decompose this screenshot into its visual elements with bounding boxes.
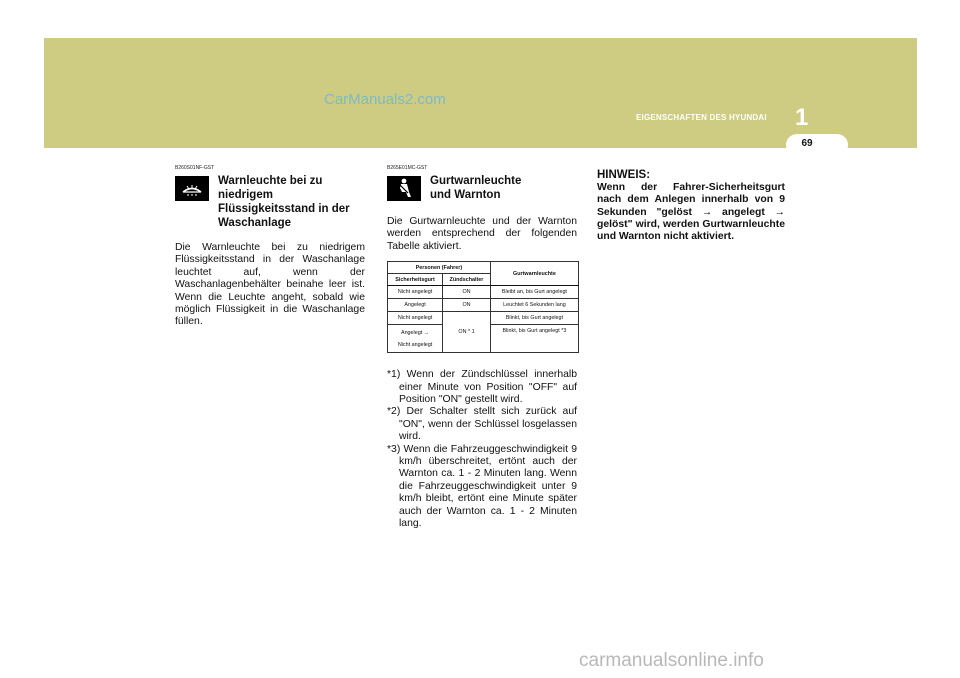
table-cell: Leuchtet 6 Sekunden lang bbox=[490, 299, 578, 312]
table-cell-line: Nicht angelegt bbox=[397, 341, 433, 348]
belt-section bbox=[387, 165, 577, 531]
seatbelt-table bbox=[387, 261, 579, 353]
washer-fluid-icon bbox=[175, 176, 209, 201]
table-cell bbox=[388, 325, 443, 353]
section-code: B260S01NF-GST bbox=[175, 165, 215, 171]
table-group-header: Personen (Fahrer) bbox=[388, 262, 491, 274]
washer-heading: Warnleuchte bei zu niedrigem Flüssigkeitsstand in der Waschanlage bbox=[218, 175, 350, 229]
bottom-watermark[interactable]: carmanualsonline.info bbox=[579, 650, 764, 671]
chapter-title: EIGENSCHAFTEN DES HYUNDAI bbox=[636, 113, 767, 122]
footnotes bbox=[387, 369, 577, 530]
table-cell: ON bbox=[443, 286, 491, 299]
table-row bbox=[388, 286, 579, 299]
table-cell: Angelegt bbox=[388, 299, 443, 312]
table-cell: Blinkt, bis Gurt angelegt bbox=[490, 312, 578, 325]
belt-body: Die Gurtwarnleuchte und der Warnton werden entsprechend der folgenden Tabelle aktiviert. bbox=[387, 216, 577, 252]
chapter-number: 1 bbox=[795, 104, 809, 131]
note-section bbox=[597, 165, 785, 243]
footnote: *1) Wenn der Zündschlüssel innerhalb einer Minute von Position "OFF" auf Position "ON" gestellt wird. bbox=[387, 369, 577, 406]
page-number: 69 bbox=[801, 138, 813, 149]
table-cell: Nicht angelegt bbox=[388, 286, 443, 299]
table-cell: Blinkt, bis Gurt angelegt *3 bbox=[490, 325, 578, 353]
table-cell: ON * 1 bbox=[443, 312, 491, 353]
table-row bbox=[388, 312, 579, 325]
footnote: *3) Wenn die Fahrzeuggeschwindigkeit 9 km/h überschreitet, ertönt auch der Warnton ca. 1 - 2 Minuten lang. Wenn die Fahrzeuggeschwindigkeit unter 9 km/h bleibt, ertönt eine Minute später auch der Warnton ca. 1 - 2 Minuten lang. bbox=[387, 443, 577, 530]
section-code: B265E01MC-GST bbox=[387, 165, 428, 171]
table-cell: Bleibt an, bis Gurt angelegt bbox=[490, 286, 578, 299]
top-watermark[interactable]: CarManuals2.com bbox=[324, 91, 446, 108]
note-title: HINWEIS: bbox=[597, 169, 651, 181]
seatbelt-icon bbox=[387, 176, 421, 201]
belt-heading-line2: und Warnton bbox=[430, 189, 501, 201]
table-cell: ON bbox=[443, 299, 491, 312]
belt-heading-line1: Gurtwarnleuchte bbox=[430, 175, 522, 187]
washer-body: Die Warnleuchte bei zu niedrigem Flüssigkeitsstand in der Waschanlage leuchtet auf, wenn der Waschanlagenbehälter beinahe leer ist. Wenn die Leuchte angeht, sobald wie möglich Flüssigkeit in die Waschanlage füllen. bbox=[175, 242, 365, 328]
table-cell-line: Angelegt → bbox=[400, 329, 430, 336]
table-cell: Nicht angelegt bbox=[388, 312, 443, 325]
header-band bbox=[44, 38, 917, 148]
washer-section bbox=[175, 165, 365, 329]
table-row bbox=[388, 299, 579, 312]
table-header-light: Gurtwarnleuchte bbox=[490, 262, 578, 286]
footnote: *2) Der Schalter stellt sich zurück auf "ON", wenn der Schlüssel losgelassen wird. bbox=[387, 406, 577, 443]
note-body: Wenn der Fahrer-Sicherheitsgurt nach dem Anlegen innerhalb von 9 Sekunden "gelöst → angelegt → gelöst" wird, werden Gurtwarnleuchte und Warnton nicht aktiviert. bbox=[597, 182, 785, 243]
table-header-ignition: Zündschalter bbox=[443, 274, 491, 286]
table-header-belt: Sicherheitsgurt bbox=[388, 274, 443, 286]
